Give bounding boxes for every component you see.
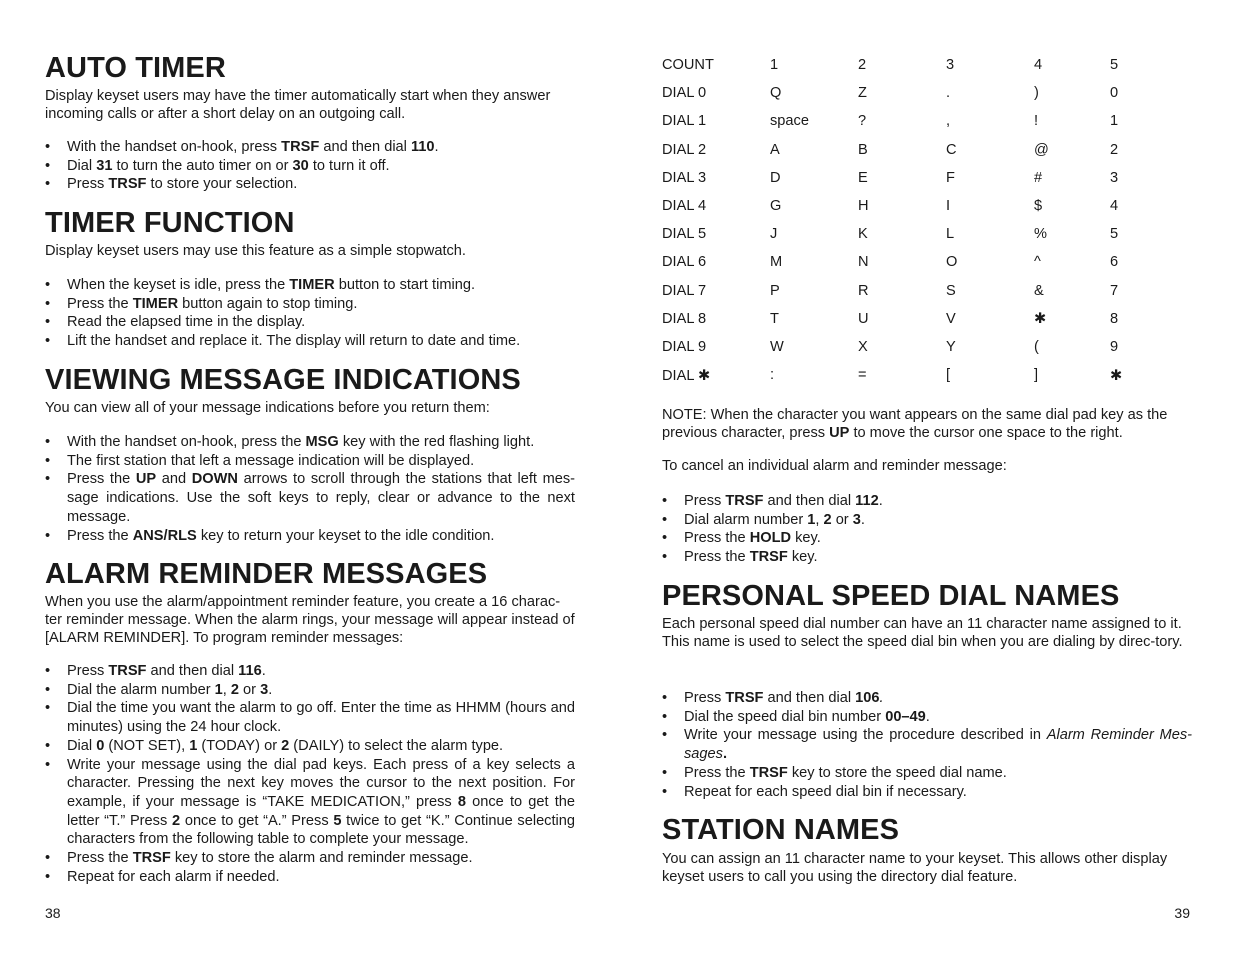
section-title-station-names: STATION NAMES [662,814,900,846]
table-cell: 5 [1110,57,1119,74]
list-item: • Dial the speed dial bin number 00–49. [662,708,1192,727]
table-cell: 3 [1110,169,1119,186]
table-cell: ✱ [1110,367,1123,384]
viewing-messages-intro: You can view all of your message indications before you return them: [45,400,490,416]
timer-function-intro: Display keyset users may use this feature as a simple stopwatch. [45,243,466,259]
row-label: DIAL 1 [662,113,707,130]
page-number-right: 39 [1174,905,1190,921]
table-row [662,164,1150,192]
table-cell: Q [770,85,782,102]
row-label: DIAL 8 [662,310,707,327]
list-item: • Press the TRSF key. [662,548,1192,567]
table-cell: K [858,226,868,243]
viewing-messages-steps [45,433,575,545]
table-cell: 0 [1110,85,1119,102]
table-cell: = [858,367,867,384]
table-cell: B [858,141,868,158]
table-row [662,79,1150,107]
timer-function-steps [45,276,575,351]
list-item: • Press TRSF to store your selection. [45,175,575,194]
list-item: • Repeat for each alarm if needed. [45,868,575,887]
table-cell: @ [1034,141,1049,158]
alarm-reminder-intro: When you use the alarm/appointment reminder feature, you create a 16 charac-ter reminder message. When the alarm rings, your message will appear instead of [ALARM REMINDER]. To program reminder messages: [45,594,575,646]
table-cell: 6 [1110,254,1119,271]
table-cell: , [946,113,951,130]
list-item: • Press the ANS/RLS key to return your keyset to the idle condition. [45,527,575,546]
list-item: • Lift the handset and replace it. The display will return to date and time. [45,332,575,351]
table-cell: O [946,254,958,271]
table-cell: 1 [1110,113,1119,130]
table-cell: 4 [1110,198,1119,215]
table-cell: . [946,85,951,102]
table-cell: space [770,113,809,130]
auto-timer-intro: Display keyset users may have the timer automatically start when they answer incoming calls or after a short delay on an outgoing call. [45,88,551,122]
section-title-timer-function: TIMER FUNCTION [45,207,295,239]
station-names-intro: You can assign an 11 character name to your keyset. This allows other display keyset users to call you using the directory dial feature. [662,851,1168,885]
section-title-alarm-reminder: ALARM REMINDER MESSAGES [45,558,488,590]
list-item: • Dial the alarm number 1, 2 or 3. [45,681,575,700]
table-cell: ) [1034,85,1039,102]
table-cell: : [770,367,775,384]
auto-timer-steps [45,138,575,194]
row-label: DIAL 7 [662,282,707,299]
table-cell: D [770,169,781,186]
table-row [662,192,1150,220]
dial-character-table [662,51,1150,389]
row-label: COUNT [662,57,714,74]
table-cell: G [770,198,782,215]
table-cell: M [770,254,783,271]
table-row [662,136,1150,164]
table-row [662,277,1150,305]
table-row [662,51,1150,79]
list-item: • Dial 0 (NOT SET), 1 (TODAY) or 2 (DAILY) to select the alarm type. [45,737,575,756]
table-row [662,248,1150,276]
table-cell: 8 [1110,310,1119,327]
section-title-viewing-messages: VIEWING MESSAGE INDICATIONS [45,364,521,396]
speed-dial-steps [662,689,1192,801]
list-item: • The first station that left a message indication will be displayed. [45,452,575,471]
table-cell: Y [946,338,956,355]
row-label: DIAL 4 [662,198,707,215]
table-cell: P [770,282,780,299]
table-cell: 2 [858,57,867,74]
table-cell: $ [1034,198,1043,215]
list-item: • Dial 31 to turn the auto timer on or 30 to turn it off. [45,157,575,176]
list-item: • Press the UP and DOWN arrows to scroll through the stations that left mes-sage indications. Use the soft keys to reply, clear or advance to the next message. [45,470,575,526]
list-item: • Write your message using the dial pad keys. Each press of a key selects a character. Pressing the next key moves the cursor to the next position. For example, if your message is “TAKE MEDICATION,” press 8 once to get the letter “T.” Press 2 once to get “A.” Press 5 twice to get “K.” Continue selecting characters from the following table to complete your message. [45,756,575,850]
table-cell: T [770,310,779,327]
table-cell: 3 [946,57,955,74]
list-item: • Write your message using the procedure described in Alarm Reminder Mes-sages. [662,726,1192,763]
section-title-speed-dial: PERSONAL SPEED DIAL NAMES [662,580,1120,612]
table-cell: H [858,198,869,215]
table-row [662,220,1150,248]
list-item: • Dial the time you want the alarm to go off. Enter the time as HHMM (hours and minutes) using the 24 hour clock. [45,699,575,736]
table-cell: [ [946,367,951,384]
table-row [662,107,1150,135]
list-item: • Read the elapsed time in the display. [45,313,575,332]
cancel-intro: To cancel an individual alarm and reminder message: [662,458,1007,474]
row-label: DIAL 5 [662,226,707,243]
list-item: • With the handset on-hook, press TRSF and then dial 110. [45,138,575,157]
table-cell: ! [1034,113,1039,130]
table-cell: L [946,226,955,243]
list-item: • Press the TRSF key to store the speed dial name. [662,764,1192,783]
table-cell: & [1034,282,1044,299]
row-label: DIAL 9 [662,338,707,355]
note-text: NOTE: When the character you want appears on the same dial pad key as the previous character, press UP to move the cursor one space to the right. [662,407,1168,441]
table-cell: V [946,310,956,327]
table-cell: A [770,141,780,158]
table-row [662,361,1150,389]
table-cell: ^ [1034,254,1041,271]
table-cell: 4 [1034,57,1043,74]
table-cell: R [858,282,869,299]
table-row [662,305,1150,333]
table-cell: 1 [770,57,779,74]
table-cell: ] [1034,367,1039,384]
cancel-steps [662,492,1192,567]
section-title-auto-timer: AUTO TIMER [45,52,226,84]
table-cell: I [946,198,951,215]
list-item: • Press TRSF and then dial 106. [662,689,1192,708]
table-cell: W [770,338,784,355]
table-cell: U [858,310,869,327]
table-cell: 9 [1110,338,1119,355]
table-row [662,333,1150,361]
speed-dial-intro: Each personal speed dial number can have an 11 character name assigned to it. This name is used to select the speed dial bin when you are dialing by direc-tory. [662,616,1183,650]
page-number-left: 38 [45,905,61,921]
table-cell: ✱ [1034,311,1047,328]
list-item: • Press TRSF and then dial 112. [662,492,1192,511]
row-label: DIAL 2 [662,141,707,158]
table-cell: 7 [1110,282,1119,299]
row-label: DIAL 0 [662,85,707,102]
list-item: • Press the TIMER button again to stop timing. [45,295,575,314]
list-item: • Press TRSF and then dial 116. [45,662,575,681]
table-cell: 2 [1110,141,1119,158]
table-cell: % [1034,226,1047,243]
table-cell: C [946,141,957,158]
table-cell: E [858,169,868,186]
table-cell: N [858,254,869,271]
alarm-reminder-steps [45,662,575,886]
table-cell: Z [858,85,867,102]
list-item: • Press the TRSF key to store the alarm and reminder message. [45,849,575,868]
row-label: DIAL 3 [662,169,707,186]
list-item: • When the keyset is idle, press the TIMER button to start timing. [45,276,575,295]
table-cell: # [1034,169,1043,186]
row-label: DIAL ✱ [662,367,711,384]
list-item: • Dial alarm number 1, 2 or 3. [662,511,1192,530]
table-cell: S [946,282,956,299]
list-item: • Press the HOLD key. [662,529,1192,548]
table-cell: 5 [1110,226,1119,243]
table-cell: ( [1034,338,1039,355]
list-item: • Repeat for each speed dial bin if necessary. [662,783,1192,802]
table-cell: ? [858,113,867,130]
table-cell: F [946,169,955,186]
table-cell: J [770,226,778,243]
row-label: DIAL 6 [662,254,707,271]
list-item: • With the handset on-hook, press the MSG key with the red flashing light. [45,433,575,452]
table-cell: X [858,338,868,355]
